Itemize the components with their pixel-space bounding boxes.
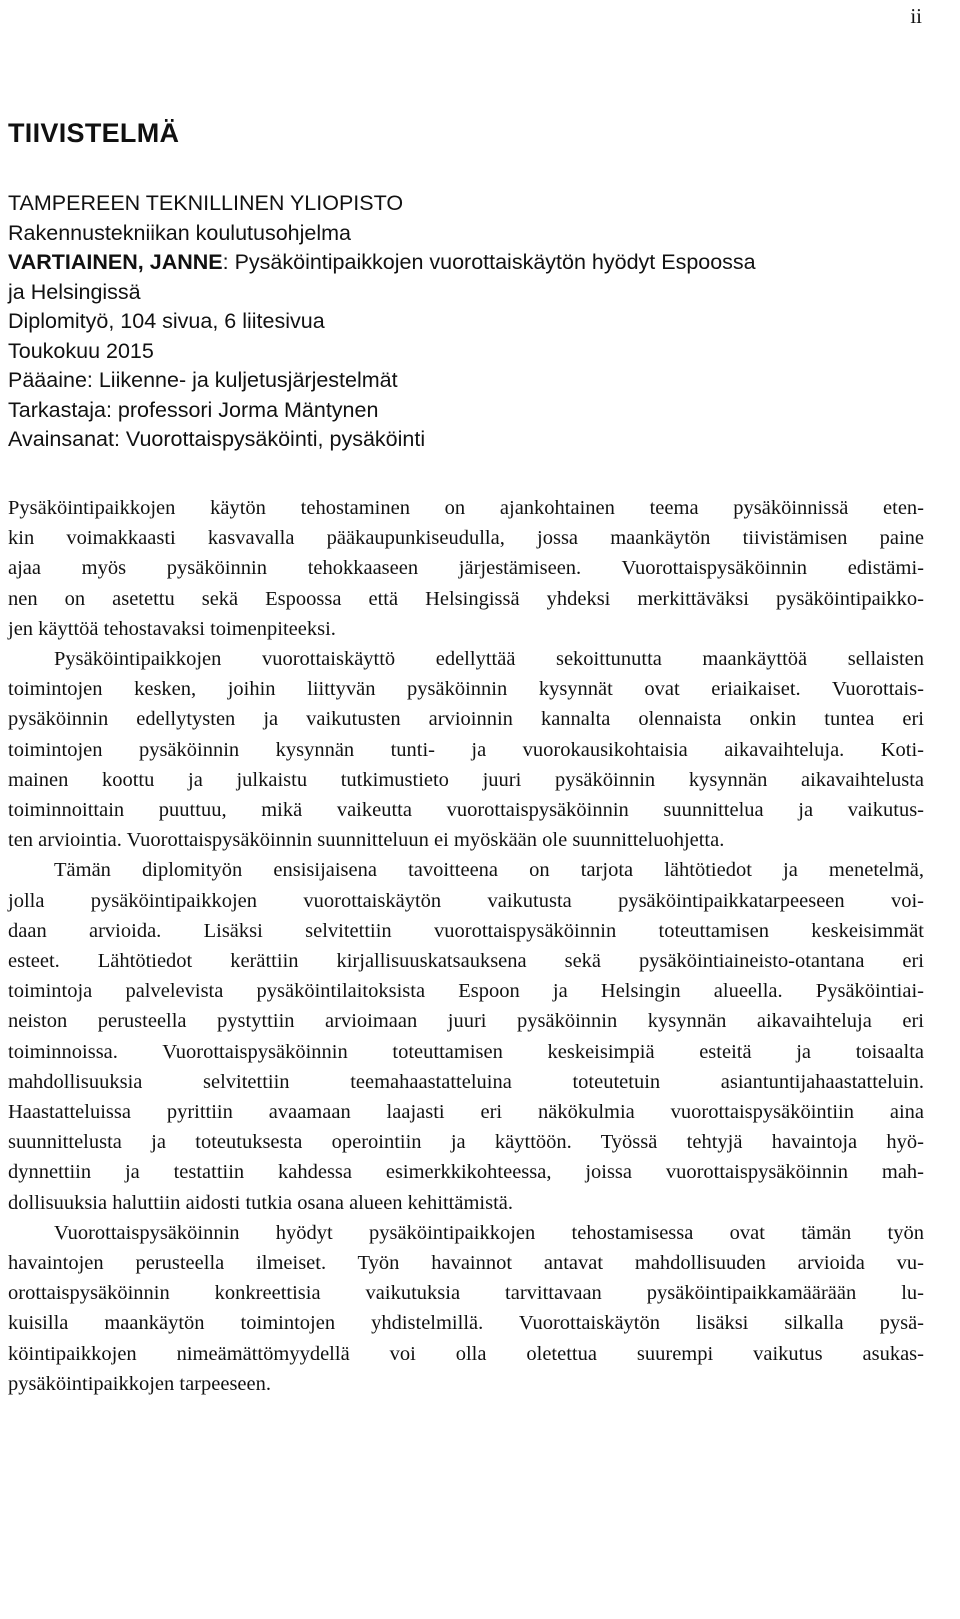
thesis-title: : Pysäköintipaikkojen vuorottaiskäytön hyödyt Espoossa	[222, 250, 756, 274]
abstract-line: kin voimakkaasti kasvavalla pääkaupunkiseudulla, jossa maankäytön tiivistämisen paine	[8, 527, 924, 550]
abstract-line: neiston perusteella pystyttiin arvioimaan juuri pysäköinnin kysynnän aikavaihteluja eri	[8, 1010, 924, 1033]
abstract-line: nen on asetettu sekä Espoossa että Helsingissä yhdeksi merkittäväksi pysäköintipaikko-	[8, 587, 924, 610]
thesis-date: Toukokuu 2015	[8, 338, 154, 363]
degree-programme: Rakennustekniikan koulutusohjelma	[8, 220, 352, 245]
abstract-line: suunnittelusta ja toteutuksesta operointiin ja käyttöön. Työssä tehtyjä havaintoja hyö-	[8, 1131, 924, 1154]
abstract-line: Vuorottaispysäköinnin hyödyt pysäköintipaikkojen tehostamisessa ovat tämän työn	[54, 1221, 924, 1244]
abstract-line: mainen koottu ja julkaistu tutkimustieto juuri pysäköinnin kysynnän aikavaihtelusta	[8, 768, 924, 791]
abstract-line: Tämän diplomityön ensisijaisena tavoitteena on tarjota lähtötiedot ja menetelmä,	[54, 859, 924, 882]
page-heading: TIIVISTELMÄ	[8, 118, 180, 148]
abstract-line: toimintoja palvelevista pysäköintilaitoksista Espoon ja Helsingin alueella. Pysäköintiai-	[8, 980, 924, 1003]
abstract-body	[8, 493, 924, 1399]
abstract-line: Haastatteluissa pyrittiin avaamaan laajasti eri näkökulmia vuorottaispysäköintiin aina	[8, 1101, 924, 1124]
author-title-line	[8, 248, 756, 278]
abstract-line: toiminnoissa. Vuorottaispysäköinnin toteuttamisen keskeisimpiä esteitä ja toisaalta	[8, 1040, 924, 1063]
abstract-line: jen käyttöä tehostavaksi toimenpiteeksi.	[8, 617, 336, 640]
abstract-line: pysäköintipaikkojen tarpeeseen.	[8, 1372, 271, 1395]
thesis-title-continued: ja Helsingissä	[8, 279, 141, 304]
abstract-line: daan arvioida. Lisäksi selvitettiin vuorottaispysäköinnin toteuttamisen keskeisimmät	[8, 919, 924, 942]
abstract-line: toimintojen pysäköinnin kysynnän tunti- ja vuorokausikohtaisia aikavaihteluja. Koti-	[8, 738, 924, 761]
abstract-line: Pysäköintipaikkojen vuorottaiskäyttö edellyttää sekoittunutta maankäyttöä sellaisten	[54, 648, 924, 671]
abstract-line: Pysäköintipaikkojen käytön tehostaminen on ajankohtainen teema pysäköinnissä eten-	[8, 497, 924, 519]
thesis-metadata	[8, 189, 756, 455]
abstract-line: ajaa myös pysäköinnin tehokkaaseen järjestämiseen. Vuorottaispysäköinnin edistämi-	[8, 557, 924, 580]
abstract-line: havaintojen perusteella ilmeiset. Työn havainnot antavat mahdollisuuden arvioida vu-	[8, 1252, 924, 1275]
major-subject: Pääaine: Liikenne- ja kuljetusjärjestelmät	[8, 368, 398, 392]
abstract-line: ten arviointia. Vuorottaispysäköinnin suunnitteluun ei myöskään ole suunnitteluohjetta.	[8, 829, 725, 852]
author-name: VARTIAINEN, JANNE	[8, 250, 223, 274]
page-number: ii	[910, 4, 922, 28]
examiner: Tarkastaja: professori Jorma Mäntynen	[8, 397, 379, 422]
abstract-line: toiminnoittain puuttuu, mikä vaikeutta vuorottaispysäköinnin suunnittelua ja vaikutus-	[8, 799, 924, 822]
keywords: Avainsanat: Vuorottaispysäköinti, pysäköinti	[8, 427, 426, 451]
thesis-info: Diplomityö, 104 sivua, 6 liitesivua	[8, 309, 325, 333]
abstract-line: pysäköinnin edellytysten ja vaikutusten arvioinnin kannalta olennaista onkin tuntea eri	[8, 708, 924, 731]
abstract-line: toimintojen kesken, joihin liittyvän pysäköinnin kysynnät ovat eriaikaiset. Vuorottais-	[8, 678, 924, 701]
abstract-line: dynnettiin ja testattiin kahdessa esimerkkikohteessa, joissa vuorottaispysäköinnin mah-	[8, 1161, 924, 1184]
abstract-line: köintipaikkojen nimeämättömyydellä voi olla oletettua suurempi vaikutus asukas-	[8, 1342, 924, 1365]
abstract-line: mahdollisuuksia selvitettiin teemahaastatteluina toteutetuin asiantuntijahaastatteluin.	[8, 1070, 924, 1093]
abstract-line: orottaispysäköinnin konkreettisia vaikutuksia tarvittavaan pysäköintipaikkamäärään lu-	[8, 1282, 924, 1305]
abstract-line: jolla pysäköintipaikkojen vuorottaiskäytön vaikutusta pysäköintipaikkatarpeeseen voi-	[8, 889, 924, 912]
abstract-line: dollisuuksia haluttiin aidosti tutkia osana alueen kehittämistä.	[8, 1191, 514, 1214]
university-name: TAMPEREEN TEKNILLINEN YLIOPISTO	[8, 191, 404, 215]
abstract-line: kuisilla maankäytön toimintojen yhdistelmillä. Vuorottaiskäytön lisäksi silkalla pysä-	[8, 1312, 924, 1335]
abstract-line: esteet. Lähtötiedot kerättiin kirjallisuuskatsauksena sekä pysäköintiaineisto-otantana eri	[8, 950, 924, 973]
